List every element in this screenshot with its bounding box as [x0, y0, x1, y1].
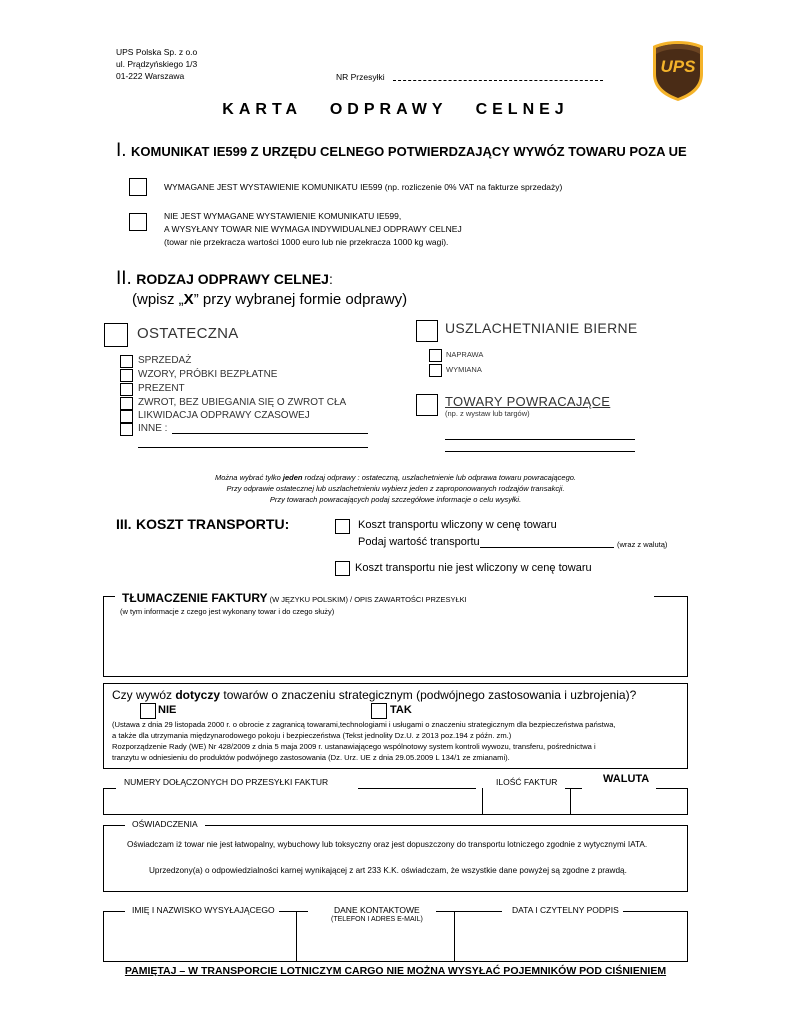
tracking-label: NR Przesyłki [336, 72, 385, 82]
transport-currency-note: (wraz z walutą) [617, 540, 668, 549]
invoice-numbers-field[interactable] [104, 789, 481, 813]
ie599-required-label: WYMAGANE JEST WYSTAWIENIE KOMUNIKATU IE599 (np. rozliczenie 0% VAT na fakturze sprzedaży) [164, 182, 563, 192]
section2-note-line2: Przy odprawie ostatecznej lub uszlachetnieniu wybierz jeden z zaproponowanych rodzajów transakcji. [226, 484, 565, 493]
wymiana-label: WYMIANA [446, 365, 482, 374]
towary-field-line1[interactable] [445, 439, 635, 440]
section1-numeral: I. [116, 140, 127, 161]
sender-name-field[interactable] [104, 912, 295, 960]
section3-title: KOSZT TRANSPORTU: [136, 516, 290, 532]
inne-field-line2[interactable] [138, 447, 368, 448]
naprawa-label: NAPRAWA [446, 350, 484, 359]
ie599-not-required-line3: (towar nie przekracza wartości 1000 euro lub nie przekracza 1000 kg wagi). [164, 237, 449, 247]
footer-warning: PAMIĘTAJ – W TRANSPORCIE LOTNICZYM CARGO NIE MOŻNA WYSYŁAĆ POJEMNIKÓW POD CIŚNIENIEM [124, 965, 667, 977]
company-name: UPS Polska Sp. z o.o [116, 47, 198, 57]
transport-value-label: Podaj wartość transportu [358, 536, 480, 548]
invoice-count-field[interactable] [484, 789, 569, 813]
prezent-label: PREZENT [138, 383, 185, 394]
company-city: 01-222 Warszawa [116, 71, 185, 81]
wzory-checkbox[interactable] [120, 369, 133, 382]
towary-field-line2[interactable] [445, 451, 635, 452]
uszlachetnianie-checkbox[interactable] [416, 320, 438, 342]
uszlachetnianie-label: USZLACHETNIANIE BIERNE [445, 320, 638, 336]
currency-field[interactable] [572, 789, 685, 813]
transport-value-field[interactable] [480, 547, 614, 548]
section2-title: RODZAJ ODPRAWY CELNEJ [136, 271, 329, 287]
page-title: KARTA ODPRAWY CELNEJ [222, 101, 569, 118]
invoice-numbers-label: NUMERY DOŁĄCZONYCH DO PRZESYŁKI FAKTUR [120, 777, 332, 787]
dual-use-question: Czy wywóz dotyczy towarów o znaczeniu strategicznym (podwójnego zastosowania i uzbrojenia)? [112, 688, 637, 702]
sender-name-label: IMIĘ I NAZWISKO WYSYŁAJĄCEGO [128, 905, 279, 915]
dual-use-law2: a także dla utrzymania międzynarodowego pokoju i bezpieczeństwa (Tekst jednolity Dz.U. z 2013 poz.194 z późn. zm.) [112, 731, 512, 740]
sprzedaz-label: SPRZEDAŻ [138, 355, 192, 366]
prezent-checkbox[interactable] [120, 383, 133, 396]
signature-label: DATA I CZYTELNY PODPIS [508, 905, 623, 915]
likwidacja-checkbox[interactable] [120, 410, 133, 423]
section3-numeral: III. [116, 516, 132, 532]
dual-use-law3: Rozporządzenie Rady (WE) Nr 428/2009 z dnia 5 maja 2009 r. ustanawiającego wspólnotowy system kontroli wywozu, transferu, pośrednictwa i [112, 742, 596, 751]
invoice-count-label: ILOŚĆ FAKTUR [492, 777, 561, 787]
currency-label: WALUTA [599, 773, 653, 785]
signature-field[interactable] [456, 912, 685, 960]
transport-not-included-label: Koszt transportu nie jest wliczony w cenę towaru [355, 562, 592, 574]
contact-sub-label: (TELEFON I ADRES E-MAIL) [331, 916, 423, 923]
inne-field-line1[interactable] [172, 433, 368, 434]
transport-included-checkbox[interactable] [335, 519, 350, 534]
inne-label: INNE : [138, 423, 168, 434]
translation-heading: TŁUMACZENIE FAKTURY (W JĘZYKU POLSKIM) / OPIS ZAWARTOŚCI PRZESYŁKI [119, 589, 470, 607]
ups-logo-text: UPS [660, 57, 696, 76]
section1-heading [116, 140, 687, 162]
wzory-label: WZORY, PRÓBKI BEZPŁATNE [138, 369, 278, 380]
declaration-line1: Oświadczam iż towar nie jest łatwopalny, wybuchowy lub toksyczny oraz jest dopuszczony do transportu lotniczego zgodnie z wytycznymi IATA. [127, 840, 648, 849]
company-street: ul. Prądzyńskiego 1/3 [116, 59, 198, 69]
towary-powracajace-note: (np. z wystaw lub targów) [445, 409, 530, 418]
declarations-box [103, 825, 688, 892]
dual-use-nie-checkbox[interactable] [140, 703, 156, 719]
section2-subtitle: (wpisz „X” przy wybranej formie odprawy) [132, 291, 408, 308]
towary-powracajace-checkbox[interactable] [416, 394, 438, 416]
tracking-number-field[interactable] [393, 80, 603, 81]
section2-note-line1: Można wybrać tylko jeden rodzaj odprawy : ostateczną, uszlachetnienie lub odprawa towaru powracającego. [214, 473, 577, 482]
section1-title: KOMUNIKAT IE599 Z URZĘDU CELNEGO POTWIERDZAJĄCY WYWÓZ TOWARU POZA UE [131, 144, 687, 159]
ups-logo [651, 40, 705, 102]
zwrot-checkbox[interactable] [120, 397, 133, 410]
transport-not-included-checkbox[interactable] [335, 561, 350, 576]
ie599-not-required-checkbox[interactable] [129, 213, 147, 231]
dual-use-tak-checkbox[interactable] [371, 703, 387, 719]
likwidacja-label: LIKWIDACJA ODPRAWY CZASOWEJ [138, 410, 310, 421]
ie599-not-required-line2: A WYSYŁANY TOWAR NIE WYMAGA INDYWIDUALNEJ ODPRAWY CELNEJ [164, 224, 462, 234]
declarations-label: OŚWIADCZENIA [128, 819, 202, 829]
naprawa-checkbox[interactable] [429, 349, 442, 362]
inne-checkbox[interactable] [120, 423, 133, 436]
dual-use-tak-label: TAK [390, 704, 412, 716]
ie599-not-required-line1: NIE JEST WYMAGANE WYSTAWIENIE KOMUNIKATU IE599, [164, 211, 402, 221]
declaration-line2: Uprzedzony(a) o odpowiedzialności karnej wynikającej z art 233 K.K. oświadczam, że wszystkie dane powyżej są zgodne z prawdą. [149, 866, 627, 875]
section2-note-line3: Przy towarach powracających podaj szczegółowe informacje o celu wysyłki. [269, 495, 522, 504]
dual-use-law1: (Ustawa z dnia 29 listopada 2000 r. o obrocie z zagranicą towarami,technologiami i usługami o znaczeniu strategicznym dla bezpieczeństwa państwa, [112, 720, 616, 729]
wymiana-checkbox[interactable] [429, 364, 442, 377]
ostateczna-label: OSTATECZNA [137, 325, 239, 342]
contact-field[interactable] [298, 926, 453, 960]
section2-heading: II. RODZAJ ODPRAWY CELNEJ: [116, 268, 333, 289]
zwrot-label: ZWROT, BEZ UBIEGANIA SIĘ O ZWROT CŁA [138, 397, 347, 408]
dual-use-nie-label: NIE [158, 704, 177, 716]
translation-sub: (w tym informacje z czego jest wykonany towar i do czego służy) [120, 607, 335, 616]
section3-heading [116, 516, 289, 534]
section2-numeral: II. [116, 268, 132, 289]
sprzedaz-checkbox[interactable] [120, 355, 133, 368]
dual-use-law4: tranzytu w odniesieniu do produktów podwójnego zastosowania (Dz. Urz. UE z dnia 29.05.2009 L 134/1 ze zmianami). [112, 753, 510, 762]
transport-included-label: Koszt transportu wliczony w cenę towaru [358, 519, 557, 531]
ie599-required-checkbox[interactable] [129, 178, 147, 196]
contact-label: DANE KONTAKTOWE [330, 905, 424, 915]
towary-powracajace-label: TOWARY POWRACAJĄCE [445, 394, 611, 409]
ostateczna-checkbox[interactable] [104, 323, 128, 347]
